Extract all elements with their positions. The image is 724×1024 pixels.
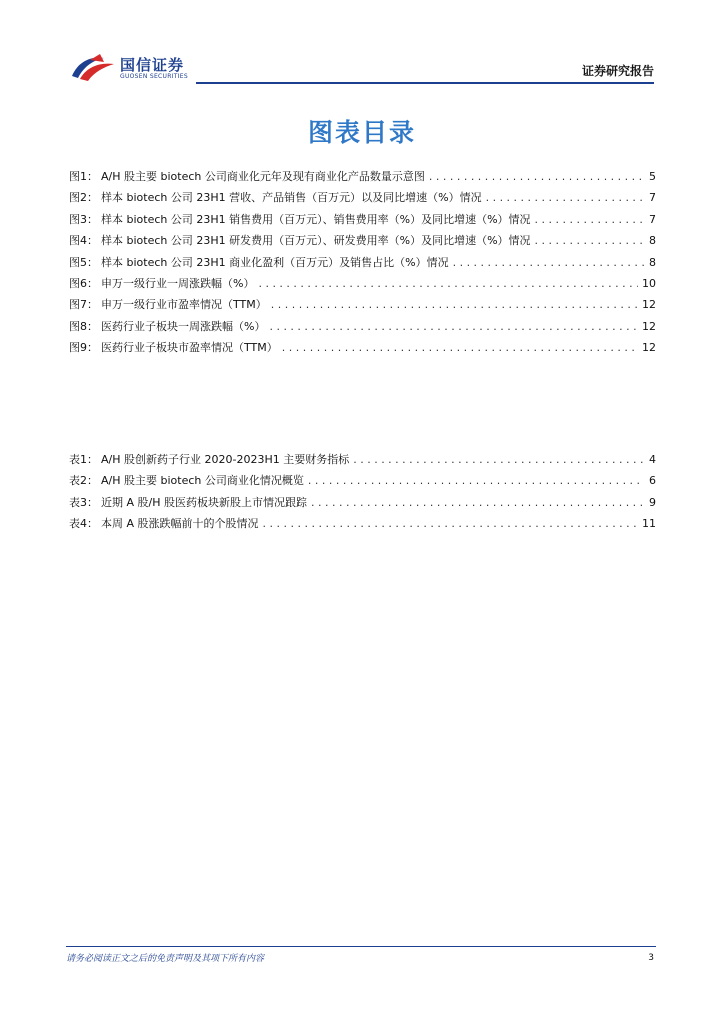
figure-list <box>69 166 656 359</box>
figure-toc-entry[interactable] <box>69 209 656 230</box>
entry-title: 申万一级行业一周涨跌幅（%） <box>101 276 255 290</box>
page-title: 图表目录 <box>307 118 416 147</box>
entry-title: 样本 biotech 公司 23H1 商业化盈利（百万元）及销售占比（%）情况 <box>101 255 449 269</box>
report-type-label: 证券研究报告 <box>581 64 654 78</box>
entry-page-number: 7 <box>649 212 656 226</box>
logo-chinese-name: 国信证券 <box>120 56 185 74</box>
entry-page-number: 11 <box>642 517 656 531</box>
entry-label: 表2 <box>69 474 87 488</box>
entry-separator: ： <box>87 517 98 531</box>
entry-label: 图1 <box>69 170 87 183</box>
guosen-logo <box>70 52 200 82</box>
dot-leader <box>258 273 638 294</box>
dot-leader <box>271 294 638 315</box>
entry-title: 医药行业子板块市盈率情况（TTM） <box>101 341 278 355</box>
footer-divider <box>66 946 656 947</box>
page-number: 3 <box>648 953 654 963</box>
figure-toc-entry[interactable] <box>69 230 656 251</box>
entry-page-number: 9 <box>649 495 656 509</box>
dot-leader <box>308 470 644 491</box>
table-list <box>69 449 656 535</box>
figure-toc-entry[interactable] <box>69 252 656 273</box>
entry-title: A/H 股创新药子行业 2020-2023H1 主要财务指标 <box>101 453 350 466</box>
entry-separator: ： <box>87 276 98 290</box>
entry-title: A/H 股主要 biotech 公司商业化情况概览 <box>101 474 304 488</box>
dot-leader <box>263 513 638 534</box>
disclaimer-note: 请务必阅读正文之后的免责声明及其项下所有内容 <box>66 954 265 964</box>
entry-separator: ： <box>87 255 98 269</box>
table-toc-entry[interactable] <box>69 470 656 491</box>
entry-separator: ： <box>87 453 98 466</box>
figure-toc-entry[interactable] <box>69 187 656 208</box>
entry-separator: ： <box>87 474 98 488</box>
entry-page-number: 6 <box>649 474 656 488</box>
entry-separator: ： <box>87 319 98 333</box>
entry-separator: ： <box>87 495 98 509</box>
entry-title: 近期 A 股/H 股医药板块新股上市情况跟踪 <box>101 495 307 509</box>
table-toc-entry[interactable] <box>69 449 656 470</box>
table-toc-entry[interactable] <box>69 492 656 513</box>
dot-leader <box>535 230 644 251</box>
entry-label: 图7 <box>69 298 87 312</box>
dot-leader <box>282 337 638 358</box>
header-divider <box>196 82 654 84</box>
dot-leader <box>311 492 644 513</box>
entry-page-number: 7 <box>649 191 656 205</box>
entry-label: 图9 <box>69 341 87 355</box>
entry-page-number: 4 <box>649 453 656 466</box>
figure-toc-entry[interactable] <box>69 316 656 337</box>
dot-leader <box>535 209 644 230</box>
entry-title: A/H 股主要 biotech 公司商业化元年及现有商业化产品数量示意图 <box>101 170 425 183</box>
dot-leader <box>453 252 644 273</box>
entry-label: 表3 <box>69 495 87 509</box>
entry-label: 图6 <box>69 276 87 290</box>
dot-leader <box>486 187 644 208</box>
entry-separator: ： <box>87 170 98 183</box>
entry-title: 申万一级行业市盈率情况（TTM） <box>101 298 267 312</box>
entry-page-number: 5 <box>649 170 656 183</box>
entry-page-number: 12 <box>642 319 656 333</box>
figure-toc-entry[interactable] <box>69 337 656 358</box>
entry-title: 样本 biotech 公司 23H1 营收、产品销售（百万元）以及同比增速（%）情况 <box>101 191 482 205</box>
entry-label: 表1 <box>69 453 87 466</box>
page-header <box>0 0 724 90</box>
entry-separator: ： <box>87 234 98 248</box>
dot-leader <box>429 166 644 187</box>
table-toc-entry[interactable] <box>69 513 656 534</box>
guosen-logo-icon <box>70 52 116 82</box>
entry-separator: ： <box>87 341 98 355</box>
figure-toc-entry[interactable] <box>69 273 656 294</box>
entry-title: 医药行业子板块一周涨跌幅（%） <box>101 319 266 333</box>
entry-separator: ： <box>87 212 98 226</box>
logo-english-name: GUOSEN SECURITIES <box>120 73 189 80</box>
entry-page-number: 12 <box>642 341 656 355</box>
entry-label: 表4 <box>69 517 87 531</box>
entry-label: 图4 <box>69 234 87 248</box>
entry-page-number: 8 <box>649 255 656 269</box>
dot-leader <box>269 316 638 337</box>
entry-page-number: 12 <box>642 298 656 312</box>
entry-title: 本周 A 股涨跌幅前十的个股情况 <box>101 517 259 531</box>
entry-title: 样本 biotech 公司 23H1 销售费用（百万元）、销售费用率（%）及同比增速（%）情况 <box>101 212 531 226</box>
entry-label: 图8 <box>69 319 87 333</box>
entry-separator: ： <box>87 298 98 312</box>
entry-separator: ： <box>87 191 98 205</box>
figure-toc-entry[interactable] <box>69 294 656 315</box>
entry-page-number: 10 <box>642 276 656 290</box>
entry-label: 图2 <box>69 191 87 205</box>
figure-toc-entry[interactable] <box>69 166 656 187</box>
entry-label: 图3 <box>69 212 87 226</box>
dot-leader <box>353 449 644 470</box>
entry-title: 样本 biotech 公司 23H1 研发费用（百万元）、研发费用率（%）及同比增速（%）情况 <box>101 234 531 248</box>
entry-page-number: 8 <box>649 234 656 248</box>
entry-label: 图5 <box>69 255 87 269</box>
